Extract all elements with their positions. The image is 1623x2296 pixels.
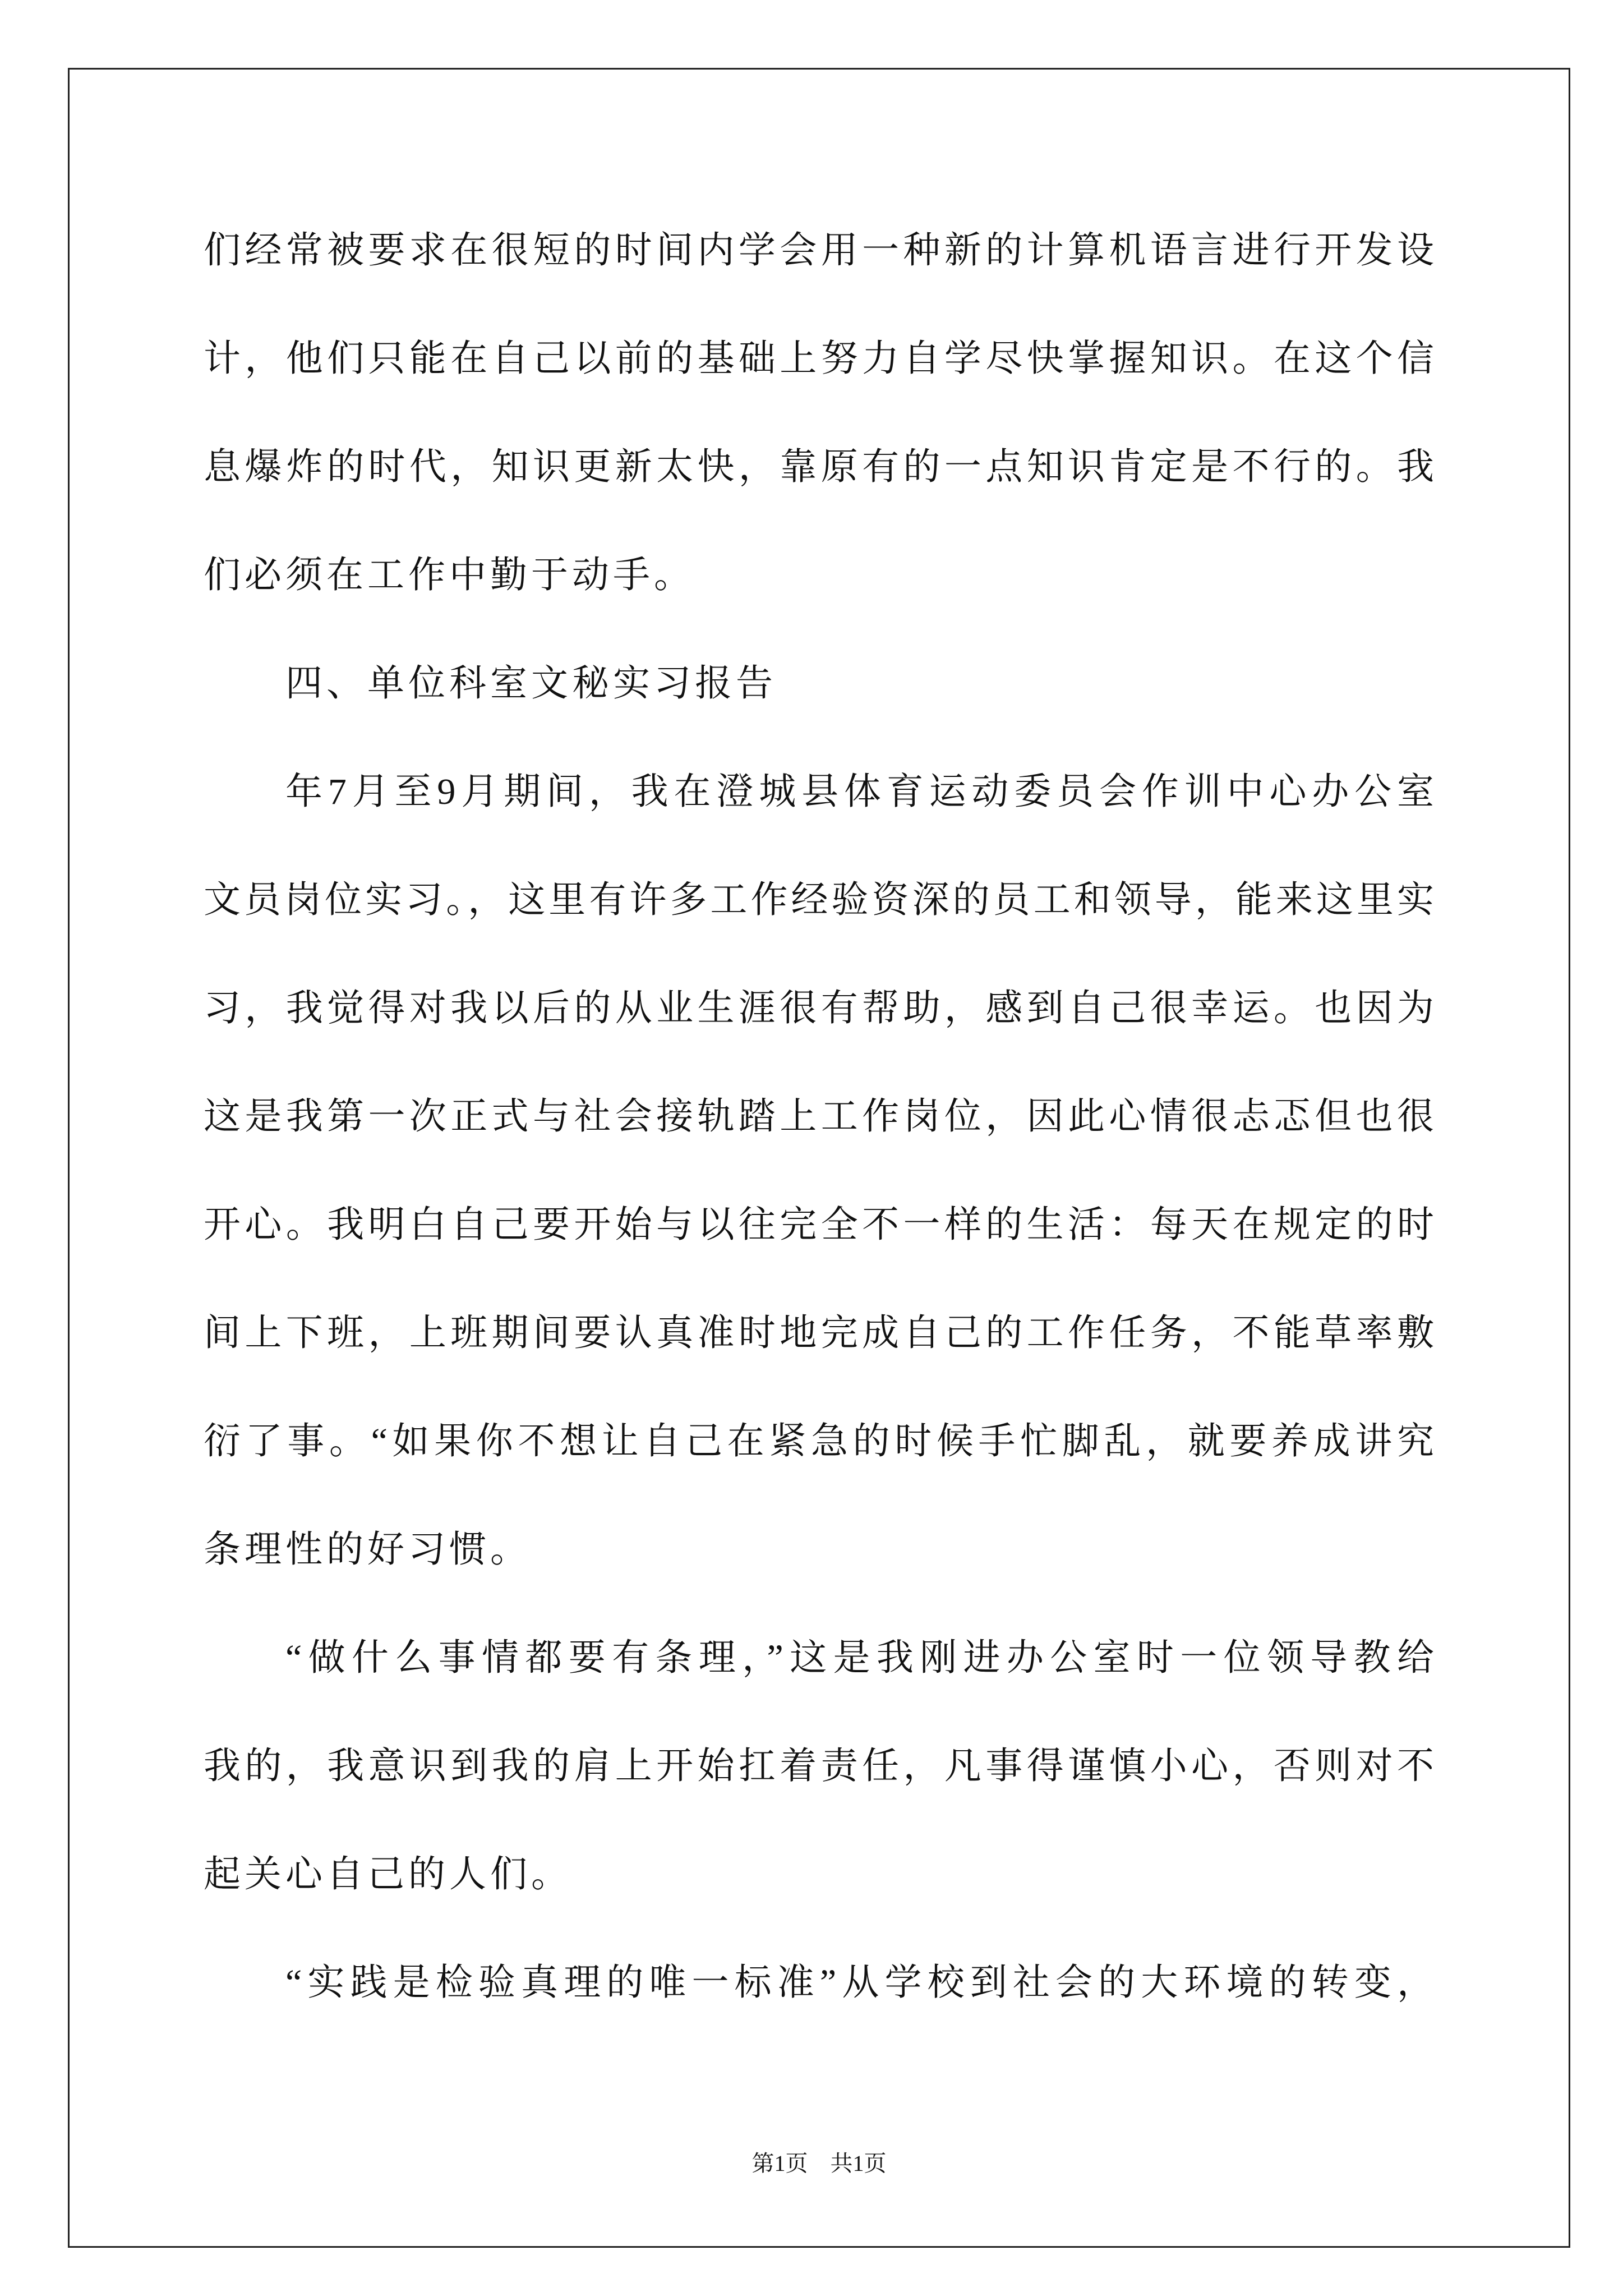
text-line: 我的，我意识到我的肩上开始扛着责任，凡事得谨慎小心，否则对不 bbox=[204, 1746, 1434, 1787]
text-line: 息爆炸的时代，知识更新太快，靠原有的一点知识肯定是不行的。我 bbox=[204, 447, 1434, 487]
text-line: 年7月至9月期间，我在澄城县体育运动委员会作训中心办公室 bbox=[285, 771, 1434, 812]
text-line: 们必须在工作中勤于动手。 bbox=[204, 555, 695, 596]
text-line: 间上下班，上班期间要认真准时地完成自己的工作任务，不能草率敷 bbox=[204, 1313, 1434, 1354]
paragraph bbox=[204, 1604, 1434, 1929]
text-line: 这是我第一次正式与社会接轨踏上工作岗位，因此心情很忐忑但也很 bbox=[204, 1096, 1434, 1137]
text-line: 文员岗位实习。，这里有许多工作经验资深的员工和领导，能来这里实 bbox=[204, 880, 1434, 921]
page-number-total: 共1页 bbox=[830, 2151, 887, 2176]
paragraph bbox=[204, 1929, 1434, 2037]
paragraph bbox=[204, 738, 1434, 1604]
paragraph bbox=[204, 196, 1434, 629]
document-body bbox=[204, 196, 1434, 2037]
text-line: “做什么事情都要有条理，”这是我刚进办公室时一位领导教给 bbox=[285, 1637, 1434, 1678]
page-footer bbox=[68, 2147, 1570, 2180]
text-line: “实践是检验真理的唯一标准”从学校到社会的大环境的转变， bbox=[285, 1962, 1434, 2003]
text-line: 条理性的好习惯。 bbox=[204, 1529, 531, 1570]
text-line: 衍了事。“如果你不想让自己在紧急的时候手忙脚乱，就要养成讲究 bbox=[204, 1421, 1434, 1462]
page-number-current: 第1页 bbox=[751, 2151, 808, 2176]
section-heading-text: 四、单位科室文秘实习报告 bbox=[285, 663, 777, 704]
text-line: 们经常被要求在很短的时间内学会用一种新的计算机语言进行开发设 bbox=[204, 230, 1434, 271]
text-line: 起关心自己的人们。 bbox=[204, 1854, 572, 1895]
text-line: 计，他们只能在自己以前的基础上努力自学尽快掌握知识。在这个信 bbox=[204, 338, 1434, 379]
section-heading bbox=[204, 629, 1434, 738]
text-line: 开心。我明白自己要开始与以往完全不一样的生活：每天在规定的时 bbox=[204, 1204, 1434, 1245]
text-line: 习，我觉得对我以后的从业生涯很有帮助，感到自己很幸运。也因为 bbox=[204, 988, 1434, 1029]
